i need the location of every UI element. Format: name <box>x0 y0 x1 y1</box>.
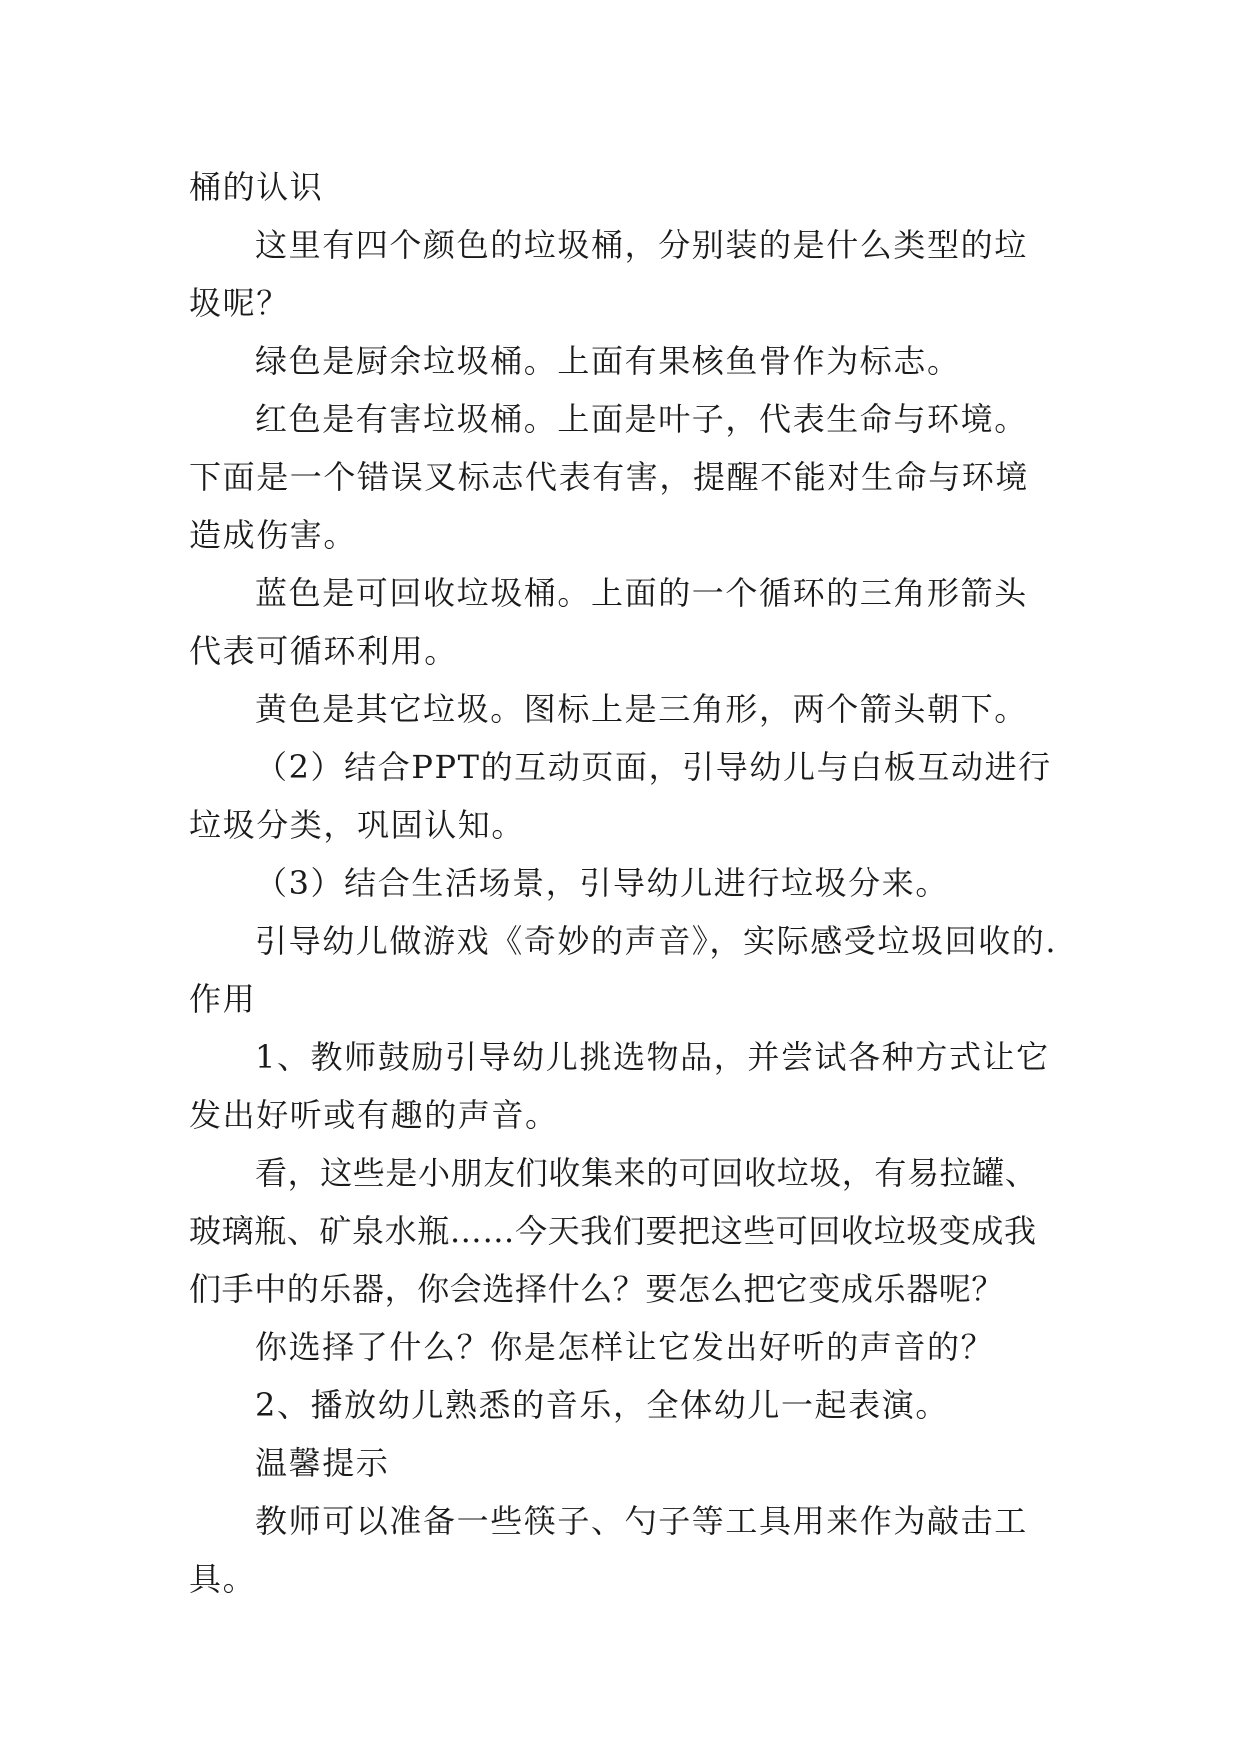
paragraph-what-did-you-choose: 你选择了什么？你是怎样让它发出好听的声音的？ <box>255 1328 995 1366</box>
paragraph-bin-recognition: 桶的认识 <box>189 168 324 206</box>
document-body <box>189 158 1059 1608</box>
paragraph-green-bin: 绿色是厨余垃圾桶。上面有果核鱼骨作为标志。 <box>255 342 961 380</box>
paragraph-tips-content: 教师可以准备一些筷子、勺子等工具用来作为敲击工具。 <box>189 1502 1028 1598</box>
paragraph-red-bin: 红色是有害垃圾桶。上面是叶子，代表生命与环境。下面是一个错误叉标志代表有害，提醒不能对生命与环境造成伤害。 <box>189 400 1030 554</box>
paragraph-life-scenario: （3）结合生活场景，引导幼儿进行垃圾分来。 <box>255 864 949 902</box>
paragraph-step-2: 2、播放幼儿熟悉的音乐，全体幼儿一起表演。 <box>255 1386 949 1424</box>
paragraph-blue-bin: 蓝色是可回收垃圾桶。上面的一个循环的三角形箭头代表可循环利用。 <box>189 574 1028 670</box>
paragraph-game-intro: 引导幼儿做游戏《奇妙的声音》，实际感受垃圾回收的.作用 <box>189 922 1058 1018</box>
paragraph-tips-heading: 温馨提示 <box>255 1444 390 1482</box>
paragraph-recyclables-instruments: 看，这些是小朋友们收集来的可回收垃圾，有易拉罐、玻璃瓶、矿泉水瓶……今天我们要把这些可回收垃圾变成我们手中的乐器，你会选择什么？要怎么把它变成乐器呢？ <box>189 1154 1038 1308</box>
paragraph-yellow-bin: 黄色是其它垃圾。图标上是三角形，两个箭头朝下。 <box>255 690 1028 728</box>
paragraph-ppt-interaction: （2）结合PPT的互动页面，引导幼儿与白板互动进行垃圾分类，巩固认知。 <box>189 748 1052 844</box>
paragraph-step-1: 1、教师鼓励引导幼儿挑选物品，并尝试各种方式让它发出好听或有趣的声音。 <box>189 1038 1050 1134</box>
paragraph-four-bins-question: 这里有四个颜色的垃圾桶，分别装的是什么类型的垃圾呢？ <box>189 226 1028 322</box>
